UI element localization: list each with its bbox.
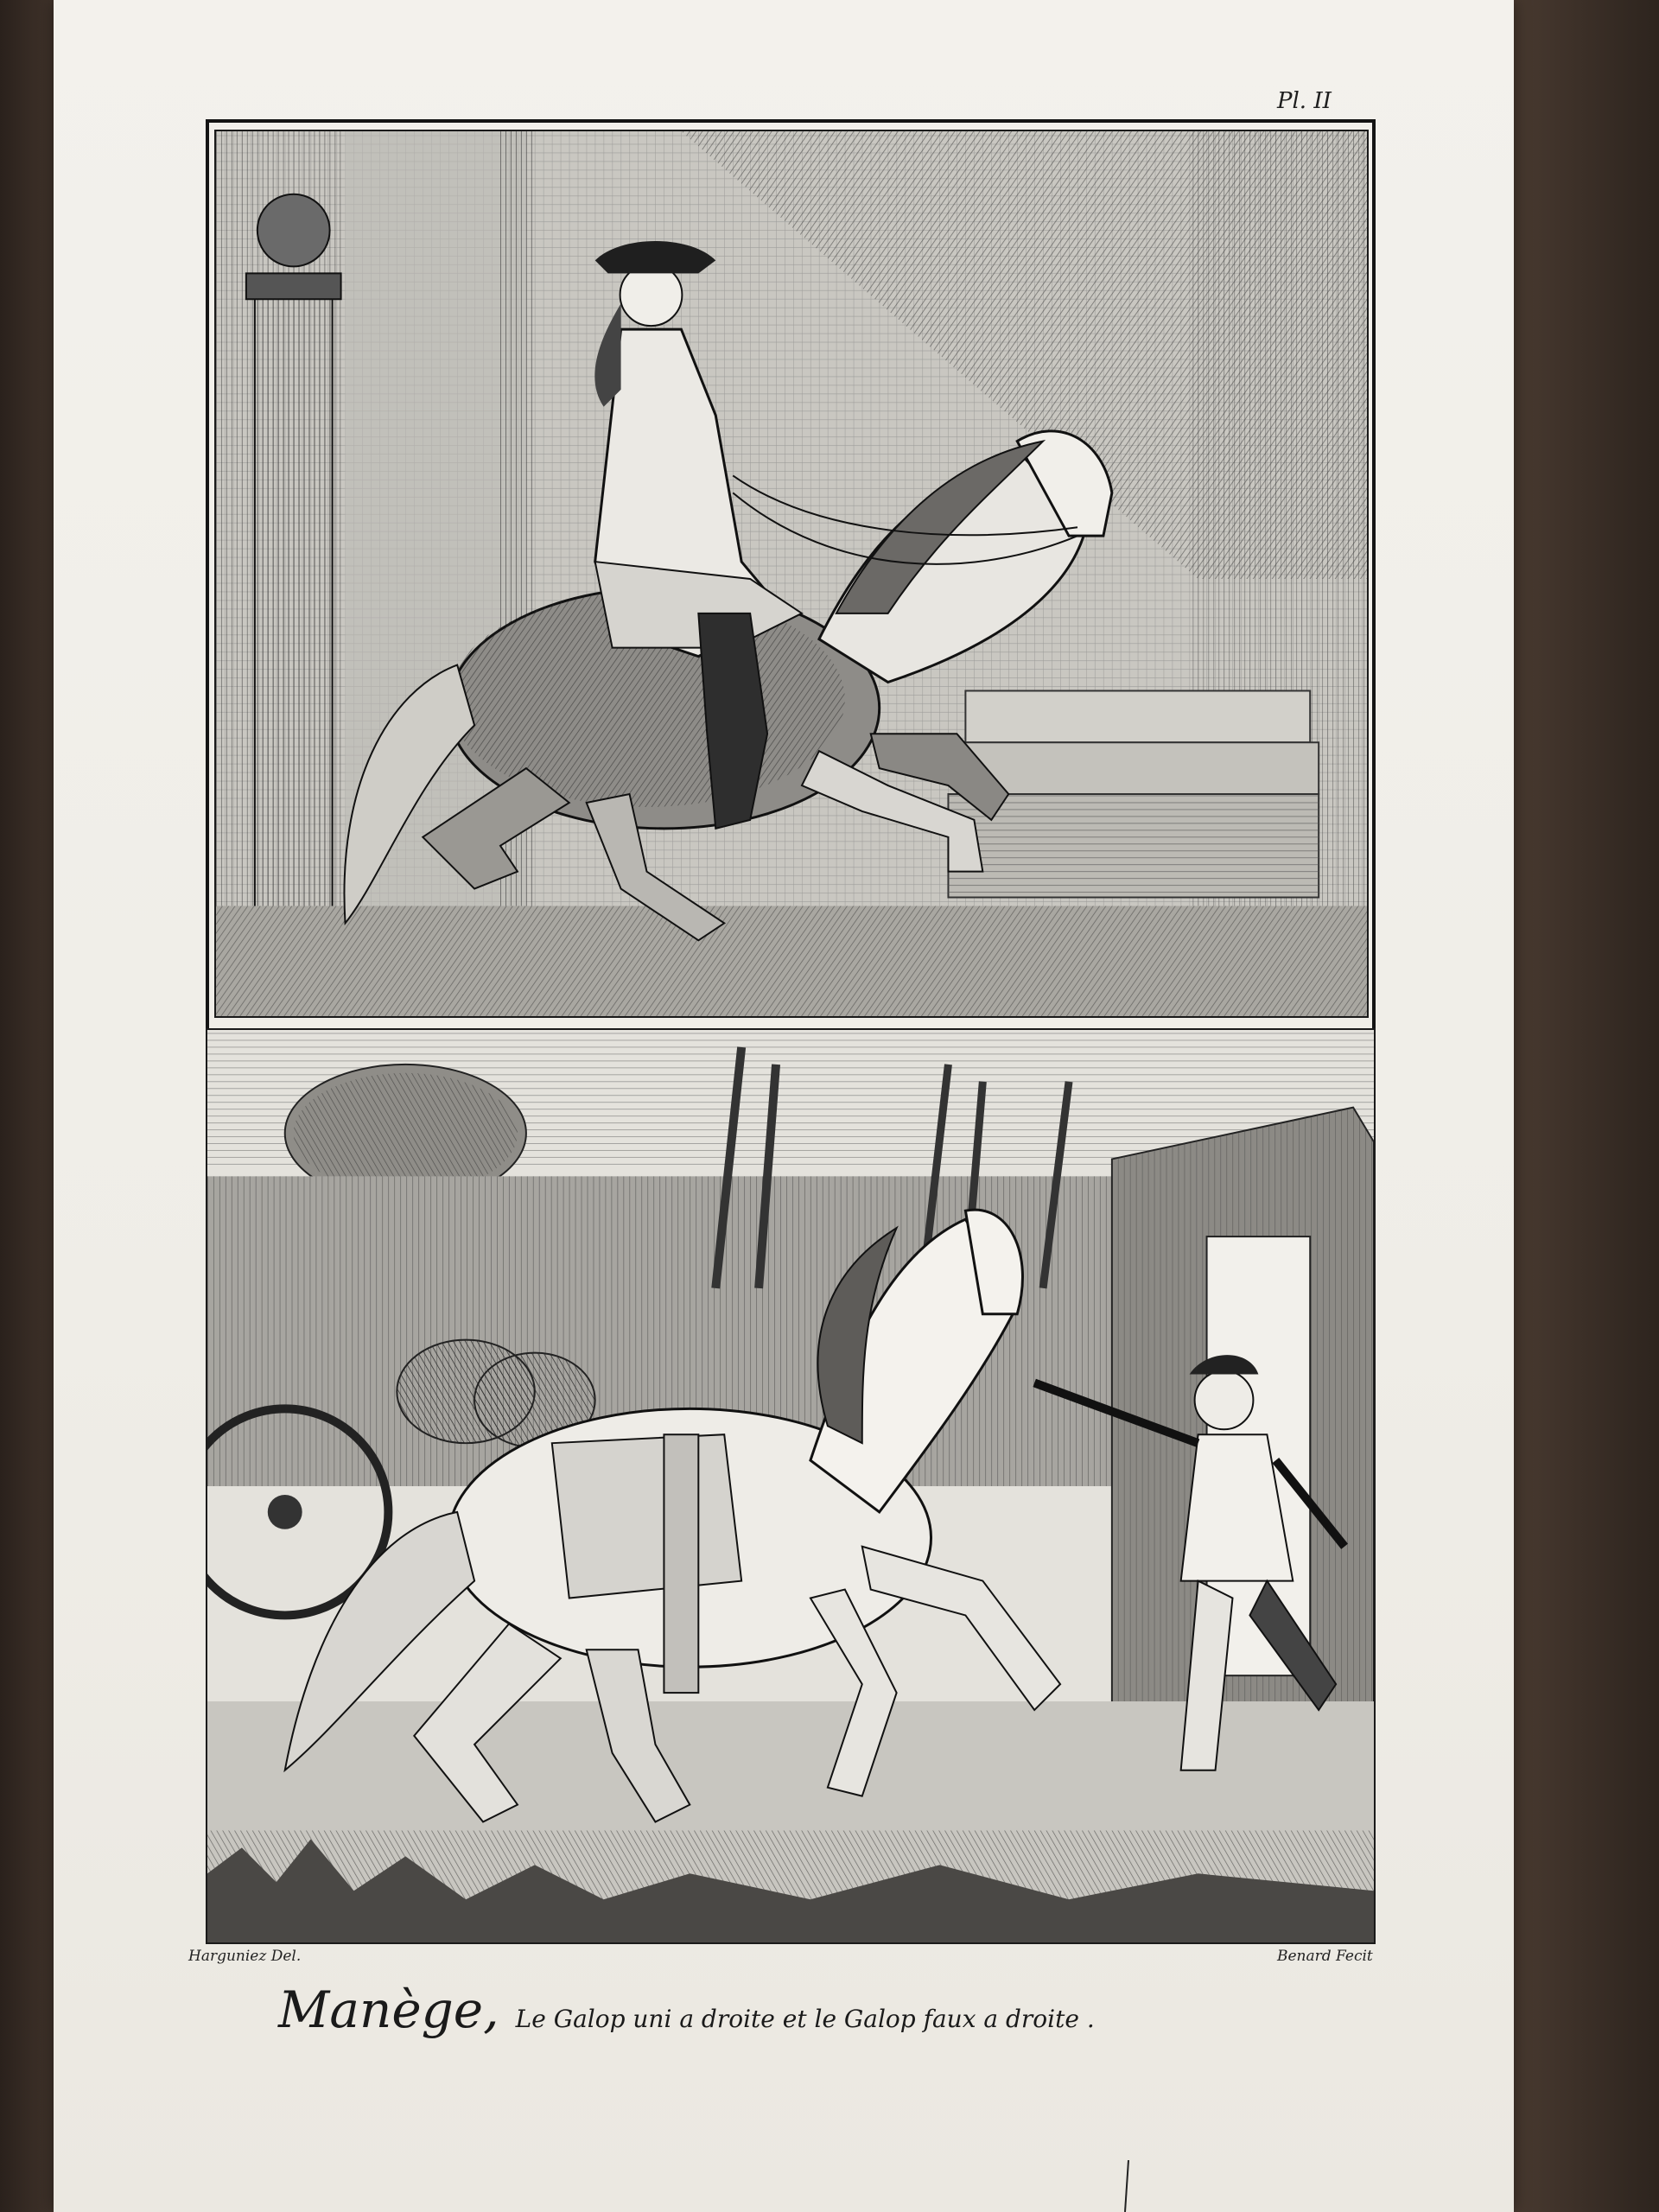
engraver-credit: Benard Fecit bbox=[1277, 1948, 1373, 1965]
plate-caption bbox=[278, 1980, 1095, 2039]
groom-illustration bbox=[207, 1030, 1374, 1942]
engraving-bottom-groom bbox=[206, 1028, 1376, 1944]
rider-illustration bbox=[216, 131, 1367, 1016]
artist-credit: Harguniez Del. bbox=[188, 1948, 302, 1965]
background-right bbox=[1503, 0, 1659, 2212]
caption-title: Manège, bbox=[278, 1980, 499, 2039]
engraving-top-rider bbox=[214, 130, 1369, 1018]
pen-mark bbox=[1123, 2160, 1130, 2212]
plate-number: Pl. II bbox=[1277, 88, 1332, 114]
caption-subtitle: Le Galop uni a droite et le Galop faux a droite . bbox=[515, 2005, 1095, 2033]
